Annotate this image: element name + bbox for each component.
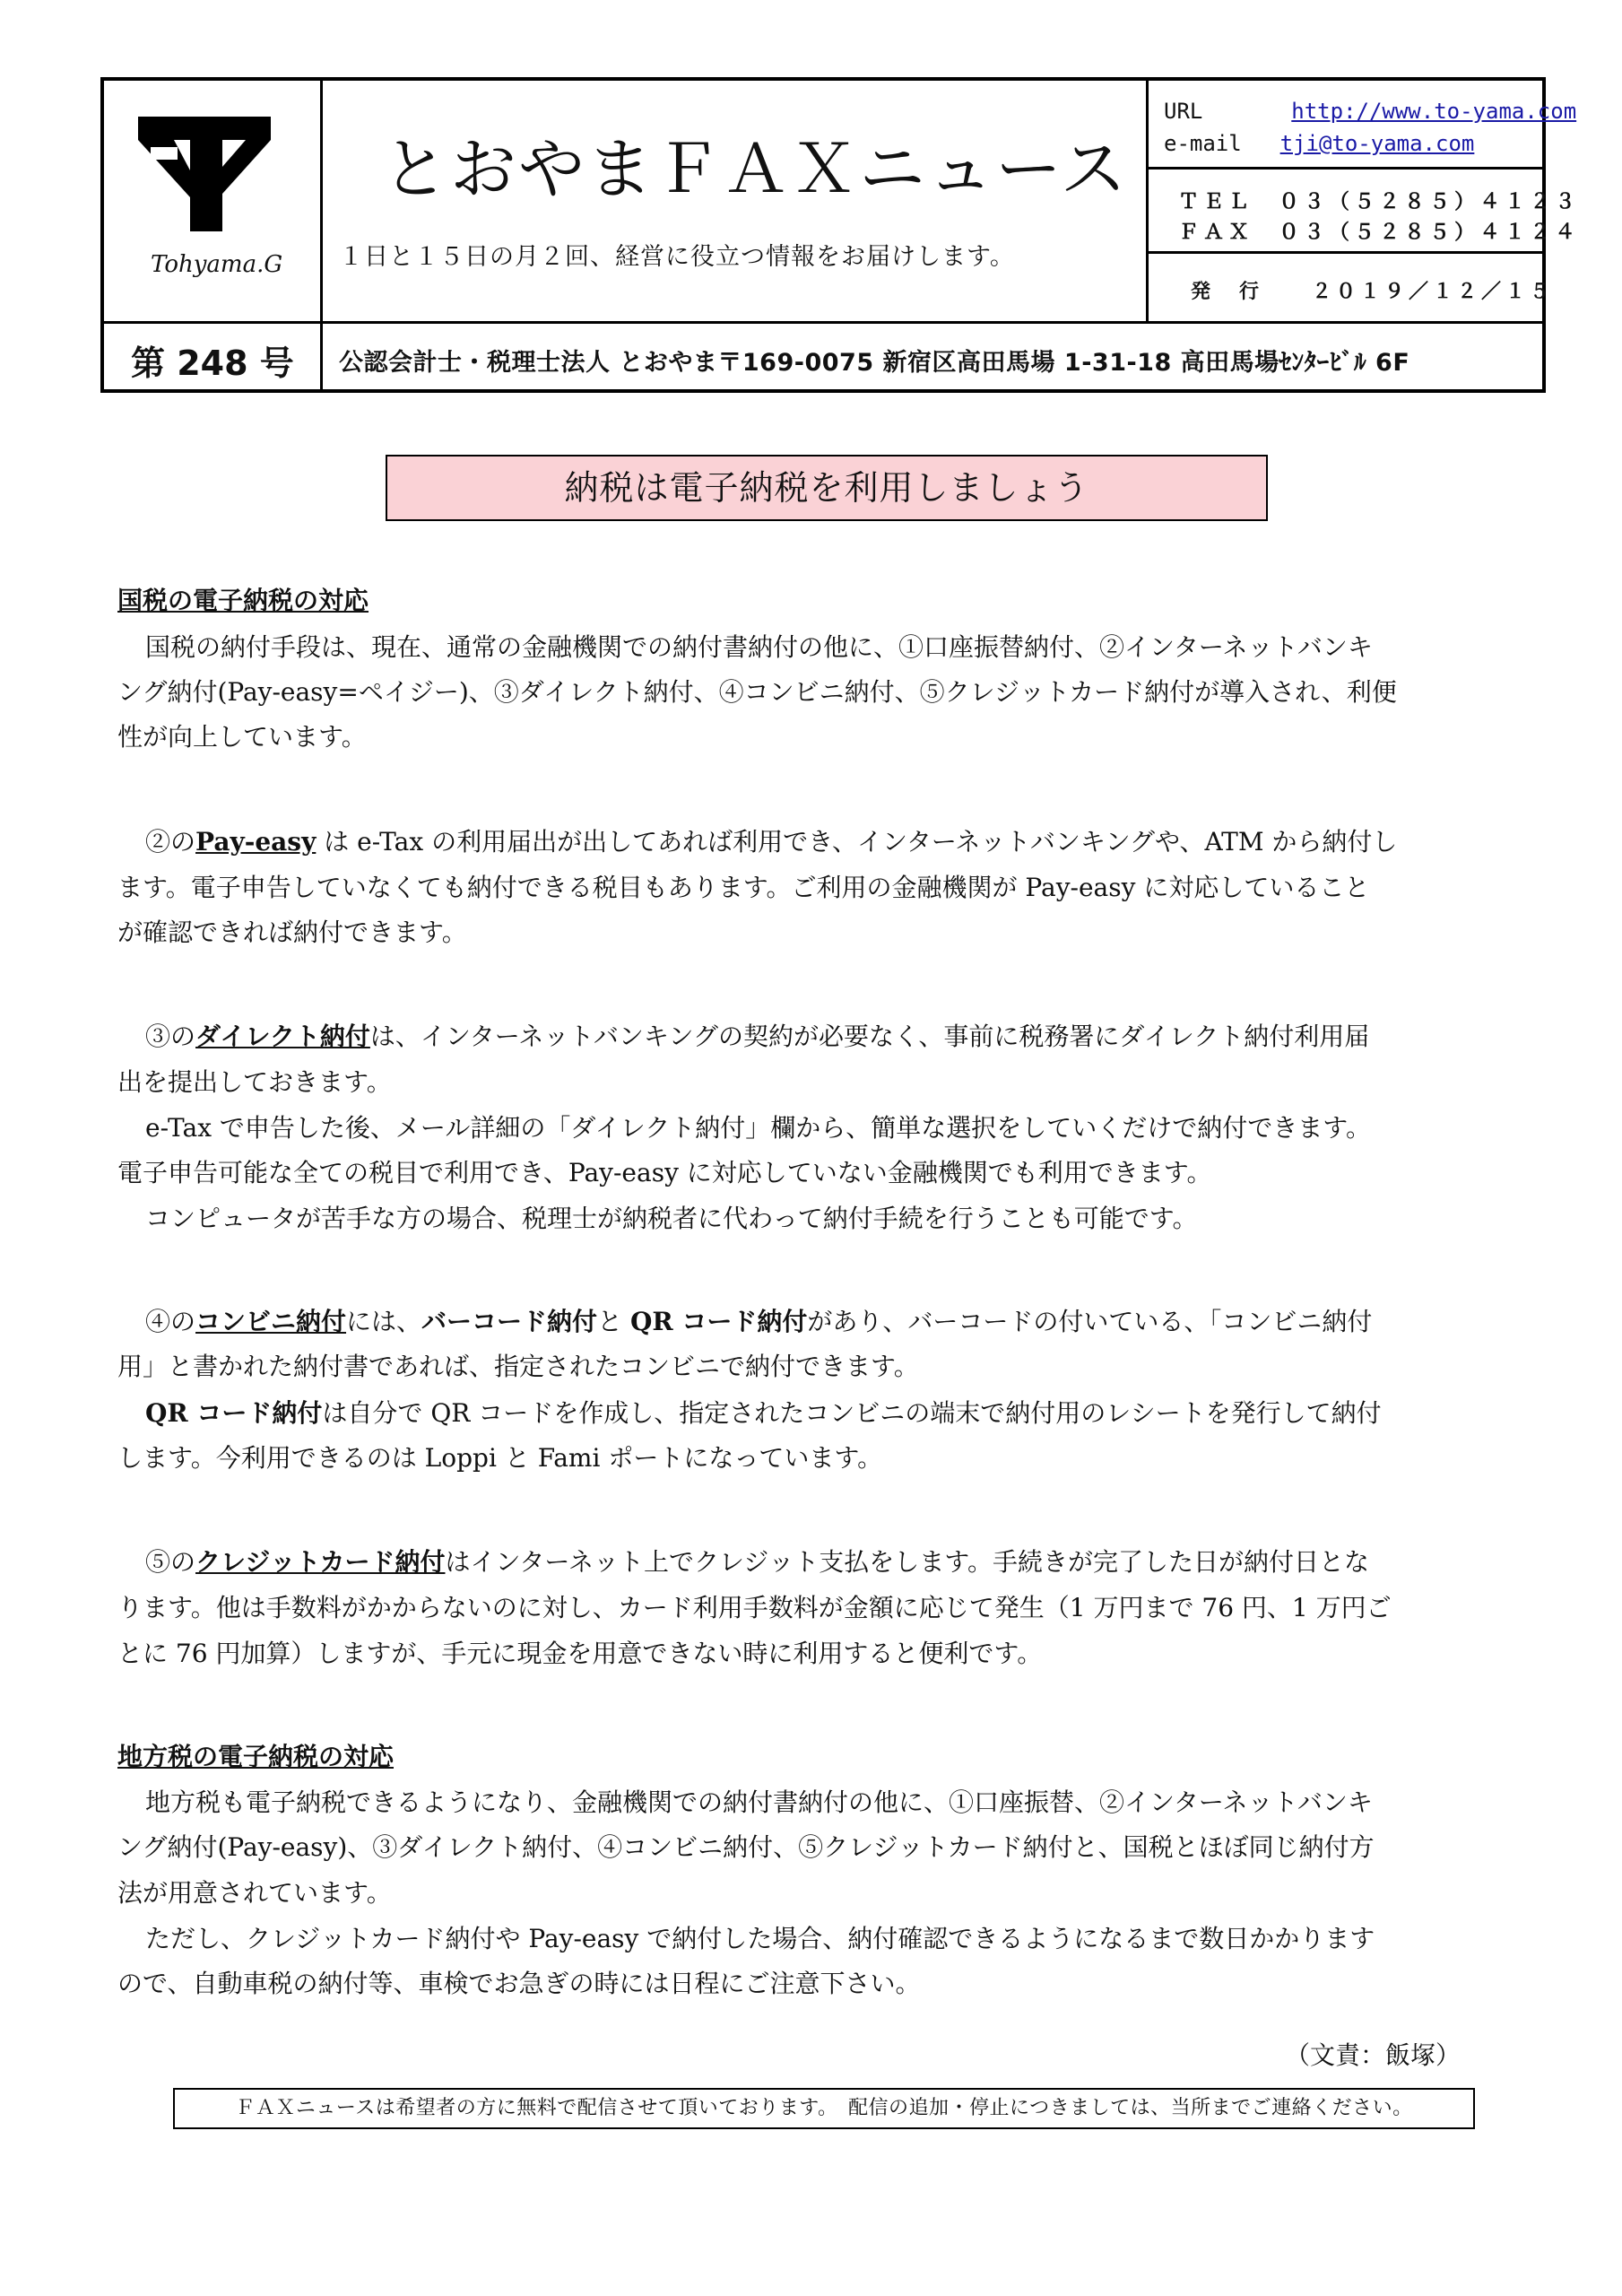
paragraph-line: 性が向上しています。 <box>117 722 367 752</box>
article-headline: 納税は電子納税を利用しましょう <box>386 455 1268 521</box>
author-credit: （文責：飯塚） <box>1284 2040 1461 2070</box>
logo-signature: Tohyama.G <box>151 251 283 278</box>
text-span: には、 <box>346 1307 422 1336</box>
text-span: はインターネット上でクレジット支払をします。手続きが完了した日が納付日とな <box>445 1547 1370 1577</box>
paragraph-line: が確認できれば納付できます。 <box>117 918 467 947</box>
paragraph-line: ります。他は手数料がかからないのに対し、カード利用手数料が金額に応じて発生（1 万円まで 76 円、1 万円ご <box>117 1593 1392 1622</box>
term-credit-card-payment: クレジットカード納付 <box>195 1547 446 1577</box>
paragraph-line: 用」と書かれた納付書であれば、指定されたコンビニで納付できます。 <box>117 1352 919 1381</box>
term-qr-payment: QR コード納付 <box>145 1398 323 1428</box>
paragraph-line: ただし、クレジットカード納付や Pay-easy で納付した場合、納付確認できるようになるまで数日かかります <box>145 1924 1375 1953</box>
paragraph-line <box>117 1394 1382 1430</box>
paragraph-line <box>117 1302 1372 1338</box>
section-heading-national-tax: 国税の電子納税の対応 <box>117 586 369 615</box>
text-span: ②の <box>145 827 196 857</box>
tel-number: ＴＥＬ ０３（５２８５）４１２３ <box>1178 190 1580 213</box>
term-qr-payment: QR コード納付 <box>629 1307 808 1336</box>
issue-number: 第 248 号 <box>131 344 294 383</box>
paragraph-line: ング納付(Pay-easy)、③ダイレクト納付、④コンビニ納付、⑤クレジットカード納付と、国税とほぼ同じ納付方 <box>117 1832 1375 1862</box>
text-span: は e-Tax の利用届出が出してあれば利用でき、インターネットバンキングや、ATM から納付し <box>324 827 1398 857</box>
text-span: は、インターネットバンキングの契約が必要なく、事前に税務署にダイレクト納付利用届 <box>369 1022 1370 1051</box>
newsletter-header <box>100 77 1580 393</box>
text-span: と <box>597 1307 630 1336</box>
text-span: があり、バーコードの付いている、「コンビニ納付 <box>807 1307 1373 1336</box>
paragraph-line <box>117 822 1397 858</box>
paragraph-line: 出を提出しておきます。 <box>117 1067 392 1097</box>
text-span: ④の <box>145 1307 196 1336</box>
text-span: ⑤の <box>145 1547 196 1577</box>
term-barcode-payment: バーコード納付 <box>421 1307 598 1336</box>
email-row <box>1164 131 1474 156</box>
publisher-address: 公認会計士・税理士法人 とおやま〒169-0075 新宿区高田馬場 1-31-18 高田馬場ｾﾝﾀｰﾋﾞﾙ 6F <box>339 349 1410 377</box>
paragraph-line: ので、自動車税の納付等、車検でお急ぎの時には日程にご注意下さい。 <box>117 1969 921 1998</box>
newsletter-subtitle: １日と１５日の月２回、経営に役立つ情報をお届けします。 <box>339 243 1015 271</box>
email-link[interactable]: tji@to-yama.com <box>1279 131 1475 156</box>
term-convenience-payment: コンビニ納付 <box>195 1307 347 1336</box>
t-logo-icon <box>138 117 273 242</box>
paragraph-line: 地方税も電子納税できるようになり、金融機関での納付書納付の他に、①口座振替、②インターネットバンキ <box>145 1787 1373 1817</box>
paragraph-line <box>117 1543 1369 1578</box>
email-label: e-mail <box>1164 131 1242 156</box>
company-logo <box>104 81 322 321</box>
paragraph-line: 法が用意されています。 <box>117 1878 392 1908</box>
divider <box>1146 251 1546 254</box>
term-pay-easy: Pay-easy <box>195 827 317 857</box>
footer-notice: ＦＡＸニュースは希望者の方に無料で配信させて頂いております。 配信の追加・停止につきましては、当所までご連絡ください。 <box>173 2088 1475 2129</box>
text-span: は自分で QR コードを作成し、指定されたコンビニの端末で納付用のレシートを発行して納付 <box>322 1398 1382 1428</box>
section-heading-local-tax: 地方税の電子納税の対応 <box>117 1742 395 1771</box>
newsletter-title: とおやまＦＡＸニュース <box>382 131 1129 208</box>
paragraph-line: ング納付(Pay-easy=ペイジー)、③ダイレクト納付、④コンビニ納付、⑤クレジットカード納付が導入され、利便 <box>117 677 1397 707</box>
paragraph-line: ます。電子申告していなくても納付できる税目もあります。ご利用の金融機関が Pay-easy に対応していること <box>117 873 1370 902</box>
paragraph-line <box>117 1017 1369 1053</box>
website-link[interactable]: http://www.to-yama.com <box>1291 99 1577 124</box>
paragraph-line: とに 76 円加算）しますが、手元に現金を用意できない時に利用すると便利です。 <box>117 1639 1043 1668</box>
paragraph-line: e-Tax で申告した後、メール詳細の「ダイレクト納付」欄から、簡単な選択をしていくだけで納付できます。 <box>145 1113 1372 1143</box>
fax-number: ＦＡＸ ０３（５２８５）４１２４ <box>1178 221 1580 244</box>
url-row <box>1164 99 1576 124</box>
text-span: ③の <box>145 1022 196 1051</box>
url-label: URL <box>1164 99 1203 124</box>
paragraph-line: 電子申告可能な全ての税目で利用でき、Pay-easy に対応していない金融機関でも利用できます。 <box>117 1158 1212 1187</box>
term-direct-payment: ダイレクト納付 <box>195 1022 370 1051</box>
paragraph-line: コンピュータが苦手な方の場合、税理士が納税者に代わって納付手続を行うことも可能です。 <box>145 1204 1198 1233</box>
issue-date: 発 行 ２０１９／１２／１５ <box>1191 281 1555 303</box>
paragraph-line: します。今利用できるのは Loppi と Fami ポートになっています。 <box>117 1443 883 1473</box>
paragraph-line: 国税の納付手段は、現在、通常の金融機関での納付書納付の他に、①口座振替納付、②インターネットバンキ <box>145 632 1373 662</box>
